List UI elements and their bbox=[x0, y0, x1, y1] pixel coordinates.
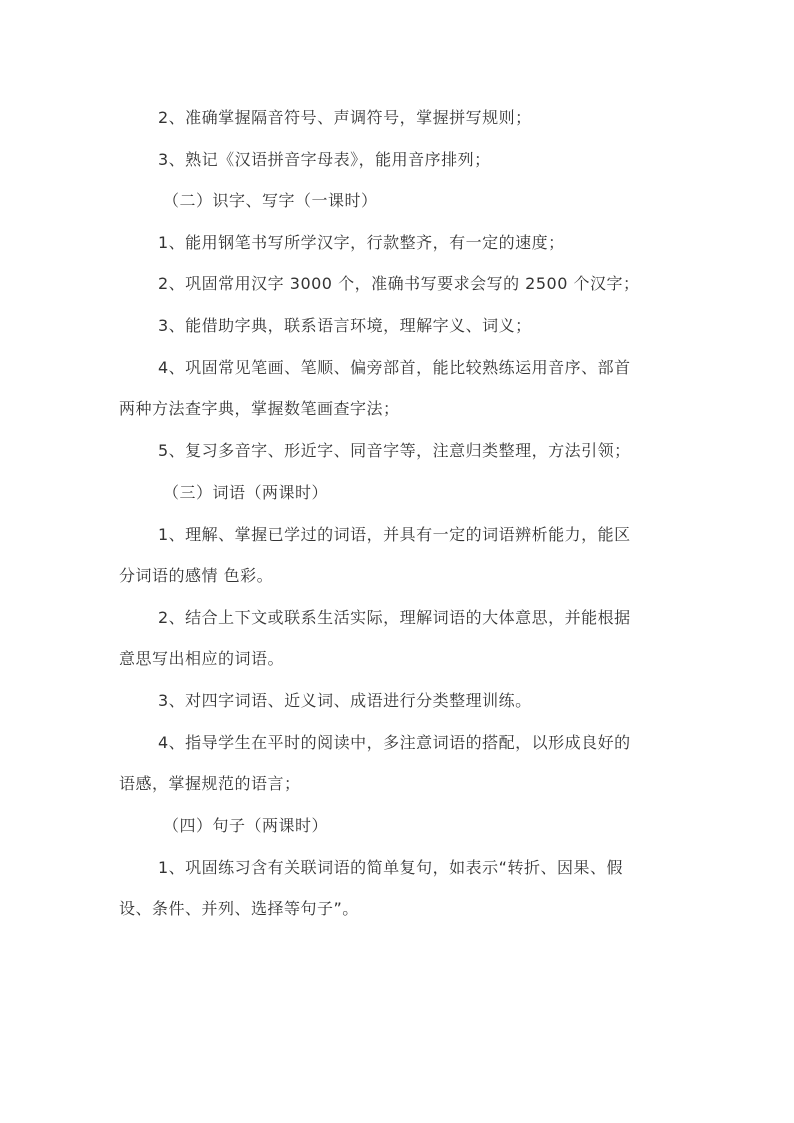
text-line: 5、复习多音字、形近字、同音字等，注意归类整理，方法引领； bbox=[158, 441, 631, 460]
text-line: 分词语的感情 色彩。 bbox=[119, 566, 274, 585]
text-line: 语感，掌握规范的语言； bbox=[119, 774, 301, 793]
text-line: 1、理解、掌握已学过的词语，并具有一定的词语辨析能力，能区 bbox=[158, 525, 631, 544]
text-line: 设、条件、并列、选择等句子”。 bbox=[119, 899, 359, 918]
text-line: 两种方法查字典，掌握数笔画查字法； bbox=[119, 399, 400, 418]
text-line: 4、指导学生在平时的阅读中，多注意词语的搭配，以形成良好的 bbox=[158, 733, 631, 752]
text-line: 意思写出相应的词语。 bbox=[119, 649, 285, 668]
text-line: 2、巩固常用汉字 3000 个，准确书写要求会写的 2500 个汉字； bbox=[158, 274, 640, 293]
text-line: 3、熟记《汉语拼音字母表》，能用音序排列； bbox=[158, 150, 491, 169]
section-heading: （二）识字、写字（一课时） bbox=[163, 191, 378, 210]
text-line: 2、结合上下文或联系生活实际，理解词语的大体意思，并能根据 bbox=[158, 608, 631, 627]
text-line: 3、能借助字典，联系语言环境，理解字义、词义； bbox=[158, 316, 532, 335]
text-line: 4、巩固常见笔画、笔顺、偏旁部首，能比较熟练运用音序、部首 bbox=[158, 358, 631, 377]
text-line: 2、准确掌握隔音符号、声调符号，掌握拼写规则； bbox=[158, 108, 532, 127]
text-line: 1、巩固练习含有关联词语的简单复句，如表示“转折、因果、假 bbox=[158, 858, 623, 877]
text-line: 1、能用钢笔书写所学汉字，行款整齐，有一定的速度； bbox=[158, 233, 565, 252]
text-line: 3、对四字词语、近义词、成语进行分类整理训练。 bbox=[158, 691, 532, 710]
section-heading: （四）句子（两课时） bbox=[163, 816, 329, 835]
section-heading: （三）词语（两课时） bbox=[163, 483, 329, 502]
